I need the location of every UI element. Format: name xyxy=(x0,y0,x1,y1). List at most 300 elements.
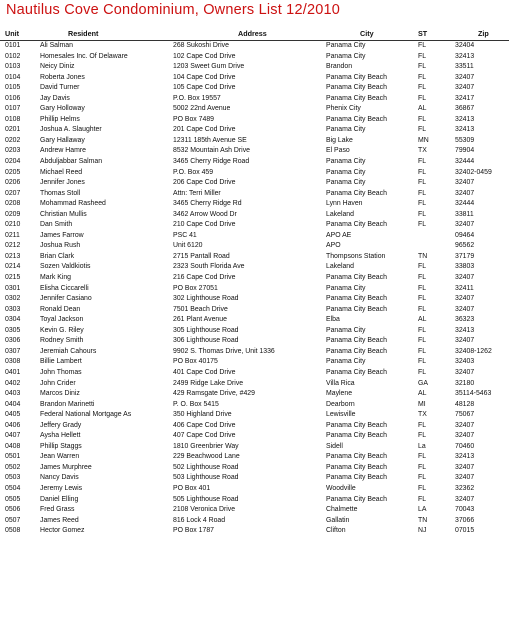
zip-cell: 32413 xyxy=(455,326,475,334)
unit-cell: 0507 xyxy=(5,516,21,524)
city-cell: Panama City xyxy=(326,52,366,60)
state-cell: FL xyxy=(418,189,427,197)
table-row xyxy=(0,146,509,157)
city-cell: Panama City Beach xyxy=(326,495,387,503)
address-cell: 201 Cape Cod Drive xyxy=(173,126,236,134)
zip-cell: 32407 xyxy=(455,274,475,282)
table-row xyxy=(0,178,509,189)
unit-cell: 0404 xyxy=(5,400,21,408)
zip-cell: 36867 xyxy=(455,105,475,113)
zip-cell: 32407 xyxy=(455,179,475,187)
resident-cell: Christian Mullis xyxy=(40,210,87,218)
unit-cell: 0105 xyxy=(5,84,21,92)
city-cell: Panama City xyxy=(326,158,366,166)
table-row xyxy=(0,484,509,495)
city-cell: Lewisville xyxy=(326,411,356,419)
resident-cell: Marcos Diniz xyxy=(40,390,80,398)
unit-cell: 0211 xyxy=(5,231,20,239)
zip-cell: 07015 xyxy=(455,527,475,535)
table-row xyxy=(0,389,509,400)
unit-cell: 0508 xyxy=(5,527,21,535)
city-cell: Woodville xyxy=(326,484,356,492)
unit-cell: 0101 xyxy=(5,42,21,49)
resident-cell: Jeffery Grady xyxy=(40,421,82,429)
city-cell: Panama City Beach xyxy=(326,305,387,313)
table-row xyxy=(0,410,509,421)
address-cell: 350 Highland Drive xyxy=(173,411,232,419)
zip-cell: 79904 xyxy=(455,147,475,155)
city-cell: Panama City xyxy=(326,358,366,366)
zip-cell: 32417 xyxy=(455,94,475,102)
unit-cell: 0104 xyxy=(5,73,21,81)
unit-cell: 0406 xyxy=(5,421,21,429)
address-cell: 210 Cape Cod Drive xyxy=(173,221,236,229)
resident-cell: John Crider xyxy=(40,379,76,387)
resident-cell: Nancy Davis xyxy=(40,474,79,482)
city-cell: Panama City Beach xyxy=(326,73,387,81)
unit-cell: 0201 xyxy=(5,126,21,134)
resident-cell: Jeremy Lewis xyxy=(40,484,83,492)
unit-cell: 0204 xyxy=(5,158,21,166)
table-row xyxy=(0,136,509,147)
address-cell: 2323 South Florida Ave xyxy=(173,263,245,271)
zip-cell: 32362 xyxy=(455,484,475,492)
address-cell: 502 Lighthouse Road xyxy=(173,463,239,471)
city-cell: Panama City Beach xyxy=(326,84,387,92)
unit-cell: 0213 xyxy=(5,252,21,260)
city-cell: Chalmette xyxy=(326,506,358,514)
state-cell: FL xyxy=(418,305,427,313)
resident-cell: Jean Warren xyxy=(40,453,80,461)
state-cell: TX xyxy=(418,411,427,419)
zip-cell: 32407 xyxy=(455,463,475,471)
zip-cell: 36323 xyxy=(455,316,475,324)
address-cell: 261 Plant Avenue xyxy=(173,316,227,324)
zip-cell: 70460 xyxy=(455,442,475,450)
city-cell: Panama City Beach xyxy=(326,368,387,376)
state-cell: TN xyxy=(418,516,428,524)
unit-cell: 0501 xyxy=(5,453,21,461)
unit-cell: 0103 xyxy=(5,63,21,71)
zip-cell: 32407 xyxy=(455,73,475,81)
address-cell: PSC 41 xyxy=(173,231,197,239)
city-cell: Panama City xyxy=(326,179,366,187)
state-cell: FL xyxy=(418,115,427,123)
address-cell: 8532 Mountain Ash Drive xyxy=(173,147,250,155)
column-header-unit: Unit xyxy=(5,29,19,38)
state-cell: MI xyxy=(418,400,426,408)
address-cell: 503 Lighthouse Road xyxy=(173,474,239,482)
zip-cell: 32407 xyxy=(455,432,475,440)
table-row xyxy=(0,326,509,337)
city-cell: Panama City Beach xyxy=(326,221,387,229)
unit-cell: 0107 xyxy=(5,105,21,113)
zip-cell: 32403 xyxy=(455,358,475,366)
resident-cell: Neicy Diniz xyxy=(40,63,75,71)
zip-cell: 32407 xyxy=(455,189,475,197)
address-cell: 3462 Arrow Wood Dr xyxy=(173,210,237,218)
zip-cell: 32407 xyxy=(455,421,475,429)
table-row xyxy=(0,379,509,390)
column-header-resident: Resident xyxy=(68,29,99,38)
address-cell: 7501 Beach Drive xyxy=(173,305,228,313)
city-cell: Villa Rica xyxy=(326,379,355,387)
city-cell: Panama City Beach xyxy=(326,347,387,355)
table-row xyxy=(0,505,509,516)
city-cell: Gallatin xyxy=(326,516,350,524)
address-cell: 104 Cape Cod Drive xyxy=(173,73,236,81)
address-cell: Unit 6120 xyxy=(173,242,203,250)
state-cell: GA xyxy=(418,379,428,387)
state-cell: FL xyxy=(418,158,427,166)
state-cell: FL xyxy=(418,274,427,282)
owners-table-body xyxy=(0,41,509,537)
city-cell: Panama City Beach xyxy=(326,115,387,123)
table-row xyxy=(0,284,509,295)
state-cell: FL xyxy=(418,73,427,81)
table-row xyxy=(0,336,509,347)
state-cell: FL xyxy=(418,453,427,461)
zip-cell: 32407 xyxy=(455,474,475,482)
table-row xyxy=(0,52,509,63)
state-cell: FL xyxy=(418,221,427,229)
city-cell: Lynn Haven xyxy=(326,200,363,208)
zip-cell: 32407 xyxy=(455,305,475,313)
table-row xyxy=(0,189,509,200)
zip-cell: 32180 xyxy=(455,379,475,387)
address-cell: 306 Lighthouse Road xyxy=(173,337,239,345)
resident-cell: Jennifer Jones xyxy=(40,179,85,187)
unit-cell: 0210 xyxy=(5,221,21,229)
address-cell: 2715 Pantall Road xyxy=(173,252,230,260)
city-cell: Panama City Beach xyxy=(326,189,387,197)
resident-cell: Joshua A. Slaughter xyxy=(40,126,102,134)
address-cell: 505 Lighthouse Road xyxy=(173,495,239,503)
state-cell: FL xyxy=(418,295,427,303)
unit-cell: 0506 xyxy=(5,506,21,514)
zip-cell: 32407 xyxy=(455,221,475,229)
zip-cell: 32402-0459 xyxy=(455,168,492,176)
address-cell: 216 Cape Cod Drive xyxy=(173,274,236,282)
resident-cell: Roberta Jones xyxy=(40,73,85,81)
state-cell: TN xyxy=(418,252,428,260)
address-cell: 3465 Cherry Ridge Rd xyxy=(173,200,242,208)
table-row xyxy=(0,526,509,537)
address-cell: PO Box 27051 xyxy=(173,284,218,292)
resident-cell: Sozen Valdkiotis xyxy=(40,263,91,271)
unit-cell: 0502 xyxy=(5,463,21,471)
zip-cell: 09464 xyxy=(455,231,475,239)
city-cell: Elba xyxy=(326,316,340,324)
state-cell: FL xyxy=(418,474,427,482)
city-cell: Panama City Beach xyxy=(326,94,387,102)
resident-cell: Abduljabbar Salman xyxy=(40,158,103,166)
address-cell: P.O. Box 459 xyxy=(173,168,214,176)
unit-cell: 0207 xyxy=(5,189,21,197)
zip-cell: 32407 xyxy=(455,495,475,503)
address-cell: PO Box 7489 xyxy=(173,115,214,123)
city-cell: Panama City xyxy=(326,42,366,49)
resident-cell: Gary Hallaway xyxy=(40,136,85,144)
unit-cell: 0505 xyxy=(5,495,21,503)
resident-cell: Elisha Ciccarelli xyxy=(40,284,89,292)
city-cell: Thompsons Station xyxy=(326,252,386,260)
city-cell: Dearborn xyxy=(326,400,355,408)
unit-cell: 0402 xyxy=(5,379,21,387)
unit-cell: 0503 xyxy=(5,474,21,482)
address-cell: 2108 Veronica Drive xyxy=(173,506,236,514)
resident-cell: Michael Reed xyxy=(40,168,83,176)
table-row xyxy=(0,516,509,527)
state-cell: FL xyxy=(418,337,427,345)
zip-cell: 37179 xyxy=(455,252,475,260)
address-cell: 406 Cape Cod Drive xyxy=(173,421,236,429)
address-cell: 3465 Cherry Ridge Road xyxy=(173,158,250,166)
city-cell: Panama City Beach xyxy=(326,453,387,461)
resident-cell: Hector Gomez xyxy=(40,527,85,535)
city-cell: Panama City Beach xyxy=(326,421,387,429)
city-cell: Sidell xyxy=(326,442,343,450)
unit-cell: 0407 xyxy=(5,432,21,440)
zip-cell: 32407 xyxy=(455,84,475,92)
state-cell: NJ xyxy=(418,527,427,535)
address-cell: 407 Cape Cod Drive xyxy=(173,432,236,440)
resident-cell: Billie Lambert xyxy=(40,358,82,366)
address-cell: PO Box 1787 xyxy=(173,527,214,535)
table-row xyxy=(0,400,509,411)
address-cell: 229 Beachwood Lane xyxy=(173,453,240,461)
resident-cell: Toyal Jackson xyxy=(40,316,84,324)
address-cell: 429 Ramsgate Drive, #429 xyxy=(173,390,255,398)
unit-cell: 0302 xyxy=(5,295,21,303)
resident-cell: Rodney Smith xyxy=(40,337,84,345)
table-row xyxy=(0,73,509,84)
zip-cell: 35114-5463 xyxy=(455,390,492,398)
city-cell: Big Lake xyxy=(326,136,353,144)
unit-cell: 0403 xyxy=(5,390,21,398)
table-row xyxy=(0,157,509,168)
city-cell: Panama City Beach xyxy=(326,432,387,440)
state-cell: AL xyxy=(418,105,427,113)
resident-cell: Joshua Rush xyxy=(40,242,81,250)
state-cell: FL xyxy=(418,210,427,218)
zip-cell: 33511 xyxy=(455,63,474,71)
state-cell: AL xyxy=(418,390,427,398)
table-header xyxy=(0,29,509,41)
unit-cell: 0304 xyxy=(5,316,21,324)
zip-cell: 32413 xyxy=(455,453,475,461)
table-row xyxy=(0,273,509,284)
zip-cell: 32411 xyxy=(455,284,474,292)
table-row xyxy=(0,357,509,368)
address-cell: P.O. Box 19557 xyxy=(173,94,221,102)
state-cell: FL xyxy=(418,326,427,334)
address-cell: 816 Lock 4 Road xyxy=(173,516,226,524)
state-cell: FL xyxy=(418,347,427,355)
city-cell: Panama City xyxy=(326,284,366,292)
address-cell: PO Box 401 xyxy=(173,484,211,492)
unit-cell: 0203 xyxy=(5,147,21,155)
unit-cell: 0306 xyxy=(5,337,21,345)
zip-cell: 32407 xyxy=(455,337,475,345)
city-cell: Phenix City xyxy=(326,105,361,113)
state-cell: TX xyxy=(418,147,427,155)
resident-cell: Fred Grass xyxy=(40,506,75,514)
resident-cell: David Turner xyxy=(40,84,80,92)
resident-cell: Kevin G. Riley xyxy=(40,326,84,334)
address-cell: 305 Lighthouse Road xyxy=(173,326,239,334)
state-cell: FL xyxy=(418,94,427,102)
table-row xyxy=(0,473,509,484)
resident-cell: Phillip Staggs xyxy=(40,442,82,450)
resident-cell: Thomas Stoll xyxy=(40,189,81,197)
resident-cell: Jennifer Casiano xyxy=(40,295,92,303)
resident-cell: James Murphree xyxy=(40,463,92,471)
resident-cell: Ronald Dean xyxy=(40,305,81,313)
resident-cell: Andrew Hamre xyxy=(40,147,86,155)
unit-cell: 0102 xyxy=(5,52,21,60)
resident-cell: Jay Davis xyxy=(40,94,70,102)
unit-cell: 0205 xyxy=(5,168,21,176)
city-cell: Panama City Beach xyxy=(326,474,387,482)
city-cell: Panama City xyxy=(326,126,366,134)
state-cell: FL xyxy=(418,495,427,503)
state-cell: La xyxy=(418,442,426,450)
unit-cell: 0408 xyxy=(5,442,21,450)
city-cell: El Paso xyxy=(326,147,350,155)
table-row xyxy=(0,231,509,242)
address-cell: PO Box 40175 xyxy=(173,358,218,366)
page-title: Nautilus Cove Condominium, Owners List 12/2010 xyxy=(6,2,340,18)
unit-cell: 0401 xyxy=(5,368,21,376)
resident-cell: Mohammad Rasheed xyxy=(40,200,106,208)
table-row xyxy=(0,168,509,179)
address-cell: 1203 Sweet Gum Drive xyxy=(173,63,245,71)
table-row xyxy=(0,421,509,432)
state-cell: FL xyxy=(418,284,427,292)
city-cell: APO AE xyxy=(326,231,352,239)
column-header-zip: Zip xyxy=(478,29,489,38)
address-cell: 9902 S. Thomas Drive, Unit 1336 xyxy=(173,347,275,355)
state-cell: FL xyxy=(418,368,427,376)
resident-cell: Gary Holloway xyxy=(40,105,85,113)
address-cell: 302 Lighthouse Road xyxy=(173,295,239,303)
unit-cell: 0108 xyxy=(5,115,21,123)
zip-cell: 55309 xyxy=(455,136,475,144)
state-cell: FL xyxy=(418,168,427,176)
state-cell: AL xyxy=(418,316,427,324)
address-cell: 2499 Ridge Lake Drive xyxy=(173,379,244,387)
zip-cell: 32444 xyxy=(455,200,475,208)
resident-cell: Phillip Helms xyxy=(40,115,80,123)
resident-cell: James Farrow xyxy=(40,231,84,239)
unit-cell: 0405 xyxy=(5,411,21,419)
city-cell: Lakeland xyxy=(326,263,354,271)
zip-cell: 96562 xyxy=(455,242,475,250)
state-cell: LA xyxy=(418,506,427,514)
address-cell: P. O. Box 5415 xyxy=(173,400,219,408)
address-cell: 401 Cape Cod Drive xyxy=(173,368,236,376)
unit-cell: 0106 xyxy=(5,94,21,102)
table-row xyxy=(0,115,509,126)
resident-cell: Brian Clark xyxy=(40,252,75,260)
unit-cell: 0212 xyxy=(5,242,21,250)
table-row xyxy=(0,104,509,115)
table-row xyxy=(0,431,509,442)
zip-cell: 37066 xyxy=(455,516,475,524)
resident-cell: Ali Salman xyxy=(40,42,73,49)
zip-cell: 70043 xyxy=(455,506,475,514)
zip-cell: 48128 xyxy=(455,400,475,408)
state-cell: FL xyxy=(418,358,427,366)
zip-cell: 32413 xyxy=(455,126,475,134)
address-cell: Attn: Terri Miller xyxy=(173,189,221,197)
unit-cell: 0202 xyxy=(5,136,21,144)
state-cell: FL xyxy=(418,421,427,429)
table-row xyxy=(0,125,509,136)
zip-cell: 32444 xyxy=(455,158,475,166)
table-row xyxy=(0,452,509,463)
table-row xyxy=(0,199,509,210)
table-row xyxy=(0,495,509,506)
city-cell: APO xyxy=(326,242,341,250)
table-row xyxy=(0,252,509,263)
resident-cell: Jeremiah Cahours xyxy=(40,347,97,355)
table-row xyxy=(0,315,509,326)
unit-cell: 0208 xyxy=(5,200,21,208)
state-cell: FL xyxy=(418,42,427,49)
state-cell: FL xyxy=(418,126,427,134)
column-header-state: ST xyxy=(418,29,428,38)
state-cell: FL xyxy=(418,84,427,92)
city-cell: Panama City Beach xyxy=(326,295,387,303)
table-row xyxy=(0,83,509,94)
address-cell: 206 Cape Cod Drive xyxy=(173,179,236,187)
city-cell: Panama City Beach xyxy=(326,463,387,471)
city-cell: Panama City xyxy=(326,168,366,176)
unit-cell: 0206 xyxy=(5,179,21,187)
zip-cell: 32407 xyxy=(455,295,475,303)
column-header-city: City xyxy=(360,29,374,38)
state-cell: FL xyxy=(418,200,427,208)
zip-cell: 32404 xyxy=(455,42,475,49)
unit-cell: 0305 xyxy=(5,326,21,334)
address-cell: 268 Sukoshi Drive xyxy=(173,42,229,49)
table-row xyxy=(0,294,509,305)
address-cell: 105 Cape Cod Drive xyxy=(173,84,236,92)
unit-cell: 0214 xyxy=(5,263,21,271)
resident-cell: John Thomas xyxy=(40,368,82,376)
unit-cell: 0307 xyxy=(5,347,21,355)
table-row xyxy=(0,241,509,252)
zip-cell: 33803 xyxy=(455,263,475,271)
address-cell: 5002 22nd Avenue xyxy=(173,105,231,113)
table-row xyxy=(0,220,509,231)
resident-cell: Mark King xyxy=(40,274,72,282)
table-row xyxy=(0,210,509,221)
zip-cell: 32407 xyxy=(455,368,475,376)
state-cell: FL xyxy=(418,432,427,440)
address-cell: 102 Cape Cod Drive xyxy=(173,52,236,60)
address-cell: 1810 Greenbrier Way xyxy=(173,442,239,450)
column-header-address: Address xyxy=(238,29,267,38)
table-row xyxy=(0,347,509,358)
city-cell: Panama City xyxy=(326,326,366,334)
zip-cell: 75067 xyxy=(455,411,475,419)
zip-cell: 33811 xyxy=(455,210,474,218)
zip-cell: 32413 xyxy=(455,52,475,60)
unit-cell: 0303 xyxy=(5,305,21,313)
